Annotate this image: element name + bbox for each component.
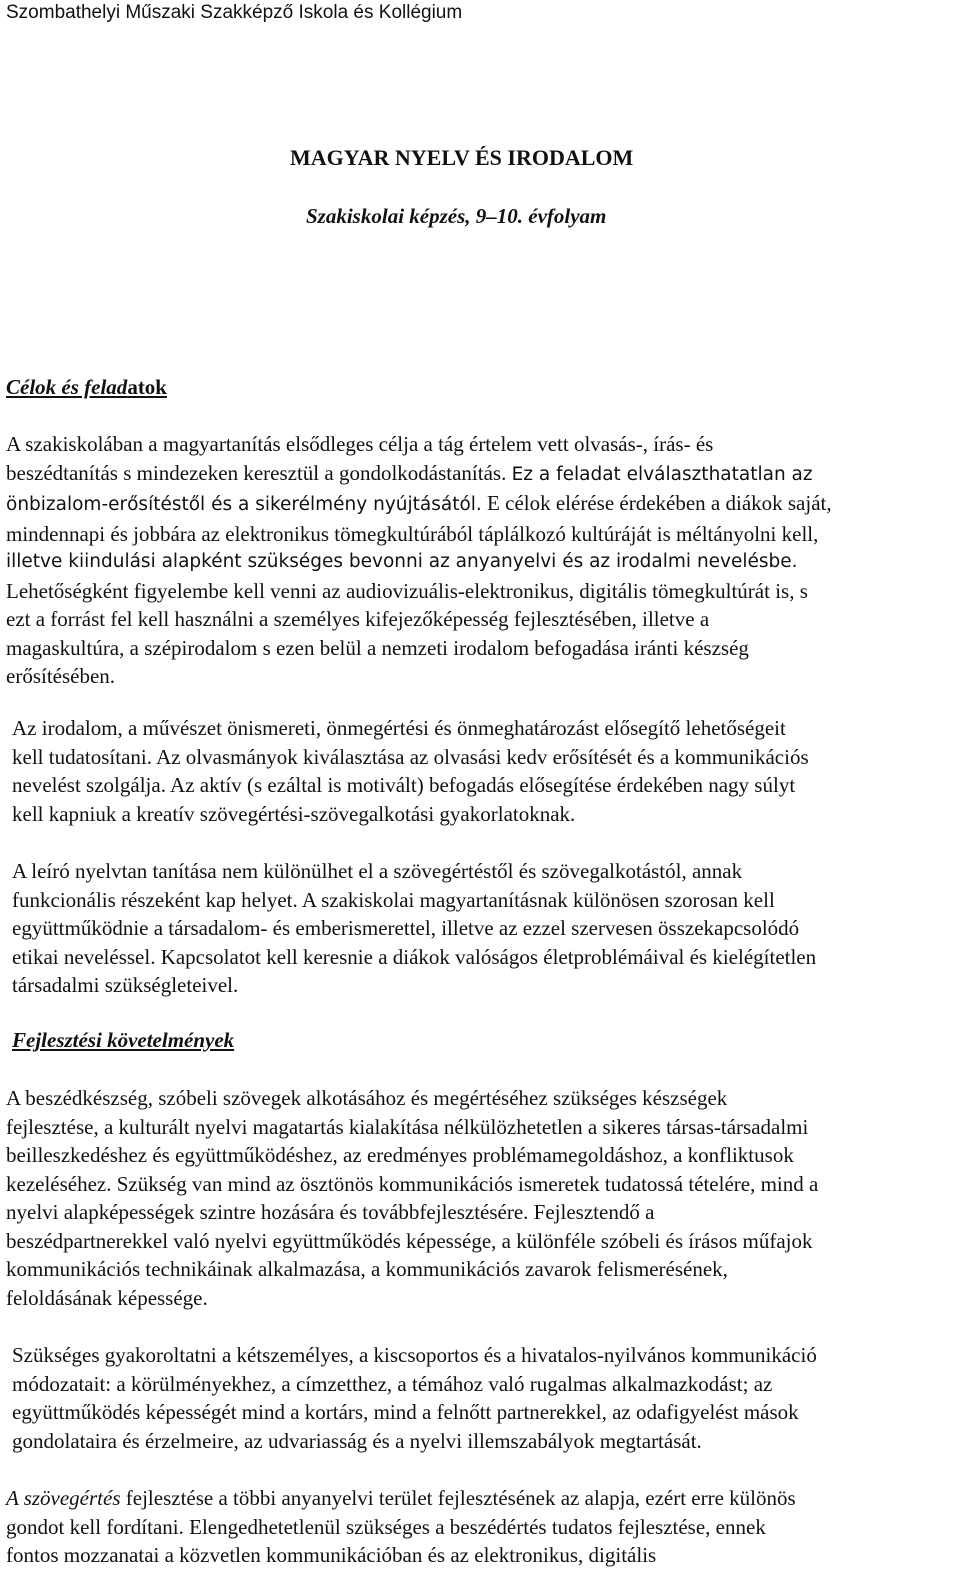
text-line: gondot kell fordítani. Elengedhetetlenül szükséges a beszédértés tudatos fejlesztése, ennek bbox=[6, 1514, 766, 1539]
paragraph-goals-3 bbox=[12, 857, 956, 1000]
text-segment-italic: A szövegértés bbox=[6, 1486, 121, 1510]
text-line: feloldásának képessége. bbox=[6, 1285, 208, 1310]
text-line: együttműködnie a társadalom- és emberismerettel, illetve az ezzel szervesen összekapcsolódó bbox=[12, 916, 800, 940]
document-subtitle: Szakiskolai képzés, 9–10. évfolyam bbox=[306, 204, 607, 228]
text-line: társadalmi szükségleteivel. bbox=[12, 973, 239, 997]
text-line: erősítésében. bbox=[6, 664, 116, 688]
paragraph-goals-2 bbox=[12, 714, 956, 828]
text-line: A leíró nyelvtan tanítása nem különülhet el a szövegértéstől és szövegalkotástól, annak bbox=[12, 859, 743, 883]
paragraph-requirements-2 bbox=[12, 1341, 956, 1455]
paragraph-goals-1 bbox=[6, 430, 956, 691]
text-line: etikai neveléssel. Kapcsolatot kell keresnie a diákok valóságos életproblémáival és kielégítetlen bbox=[12, 944, 817, 969]
paragraph-requirements-1 bbox=[6, 1084, 956, 1312]
text-line: beszédpartnerekkel való nyelvi együttműködés képessége, a különféle szóbeli és írásos műfajok bbox=[6, 1228, 813, 1253]
text-line: Az irodalom, a művészet önismereti, önmegértési és önmeghatározást elősegítő lehetőségeit bbox=[12, 716, 786, 740]
document-title: MAGYAR NYELV ÉS IRODALOM bbox=[290, 145, 634, 170]
text-segment-sans: önbizalom-erősítéstől és a sikerélmény nyújtásától. bbox=[6, 494, 482, 515]
text-line: gondolataira és érzelmeire, az udvariasság és a nyelvi illemszabályok megtartását. bbox=[12, 1428, 702, 1453]
section-heading-requirements: Fejlesztési követelmények bbox=[12, 1028, 235, 1052]
section-heading-goals-italic: Célok és felad bbox=[6, 375, 128, 399]
text-line: mindennapi és jobbára az elektronikus tömegkultúrából táplálkozó kultúráját is méltányolni kell, bbox=[6, 521, 819, 546]
text-line: módozatait: a körülményekhez, a címzetthez, a témához való rugalmas alkalmazkodást; az bbox=[12, 1371, 773, 1396]
text-line: magaskultúra, a szépirodalom s ezen belül a nemzeti irodalom befogadása iránti készség bbox=[6, 635, 749, 660]
text-segment: beszédtanítás s mindezeken keresztül a gondolkodástanítás. bbox=[6, 460, 512, 485]
text-line: nevelést szolgálja. Az aktív (s ezáltal is motivált) befogadás elősegítése érdekében nagy súlyt bbox=[12, 773, 796, 797]
text-line: együttműködés képességét mind a kortárs, mind a felnőtt partnerekkel, az odafigyelést mások bbox=[12, 1400, 799, 1424]
text-line: fejlesztése, a kulturált nyelvi magatartás kialakítása nélkülözhetetlen a sikeres társas-társadalmi bbox=[6, 1114, 809, 1139]
text-line bbox=[6, 1484, 956, 1513]
text-line bbox=[6, 489, 956, 520]
text-line: kezeléséhez. Szükség van mind az ösztönös kommunikációs ismeretek tudatossá tételére, mind a bbox=[6, 1171, 819, 1196]
text-line: A beszédkészség, szóbeli szövegek alkotásához és megértéséhez szükséges készségek bbox=[6, 1086, 728, 1110]
text-line: beilleszkedéshez és együttműködéshez, az eredményes problémamegoldáshoz, a konfliktusok bbox=[6, 1143, 794, 1167]
text-line: kell kapniuk a kreatív szövegértési-szövegalkotási gyakorlatoknak. bbox=[12, 801, 576, 826]
text-line: Lehetőségként figyelembe kell venni az audiovizuális-elektronikus, digitális tömegkultúrát is, s bbox=[6, 578, 808, 603]
page-header: Szombathelyi Műszaki Szakképző Iskola és Kollégium bbox=[6, 2, 463, 23]
section-heading-goals bbox=[6, 373, 167, 402]
text-segment: fejlesztése a többi anyanyelvi terület fejlesztésének az alapja, ezért erre különös bbox=[120, 1486, 796, 1510]
text-line: ezt a forrást fel kell használni a személyes kifejezőképesség fejlesztésében, illetve a bbox=[6, 607, 710, 631]
text-segment: E célok elérése érdekében a diákok saját, bbox=[481, 491, 832, 515]
text-line: nyelvi alapképességek szintre hozására és továbbfejlesztésére. Fejlesztendő a bbox=[6, 1200, 655, 1224]
text-line: fontos mozzanatai a közvetlen kommunikációban és az elektronikus, digitális bbox=[6, 1543, 657, 1567]
paragraph-requirements-3 bbox=[6, 1484, 956, 1570]
text-line: kommunikációs technikáinak alkalmazása, a kommunikációs zavarok felismerésének, bbox=[6, 1257, 728, 1281]
text-line: funkcionális részeként kap helyet. A szakiskolai magyartanításnak különösen szorosan kell bbox=[12, 887, 775, 912]
text-line bbox=[6, 459, 956, 490]
text-segment-sans: Ez a feladat elválaszthatatlan az bbox=[511, 463, 813, 485]
text-line: illetve kiindulási alapként szükséges bevonni az anyanyelvi és az irodalmi nevelésbe. bbox=[6, 551, 798, 572]
section-heading-goals-rest: atok bbox=[127, 375, 167, 399]
text-line: kell tudatosítani. Az olvasmányok kiválasztása az olvasási kedv erősítését és a kommunikációs bbox=[12, 744, 809, 769]
text-line: Szükséges gyakoroltatni a kétszemélyes, a kiscsoportos és a hivatalos-nyilvános kommunikáció bbox=[12, 1343, 817, 1367]
text-line: A szakiskolában a magyartanítás elsődleges célja a tág értelem vett olvasás-, írás- és bbox=[6, 432, 714, 456]
